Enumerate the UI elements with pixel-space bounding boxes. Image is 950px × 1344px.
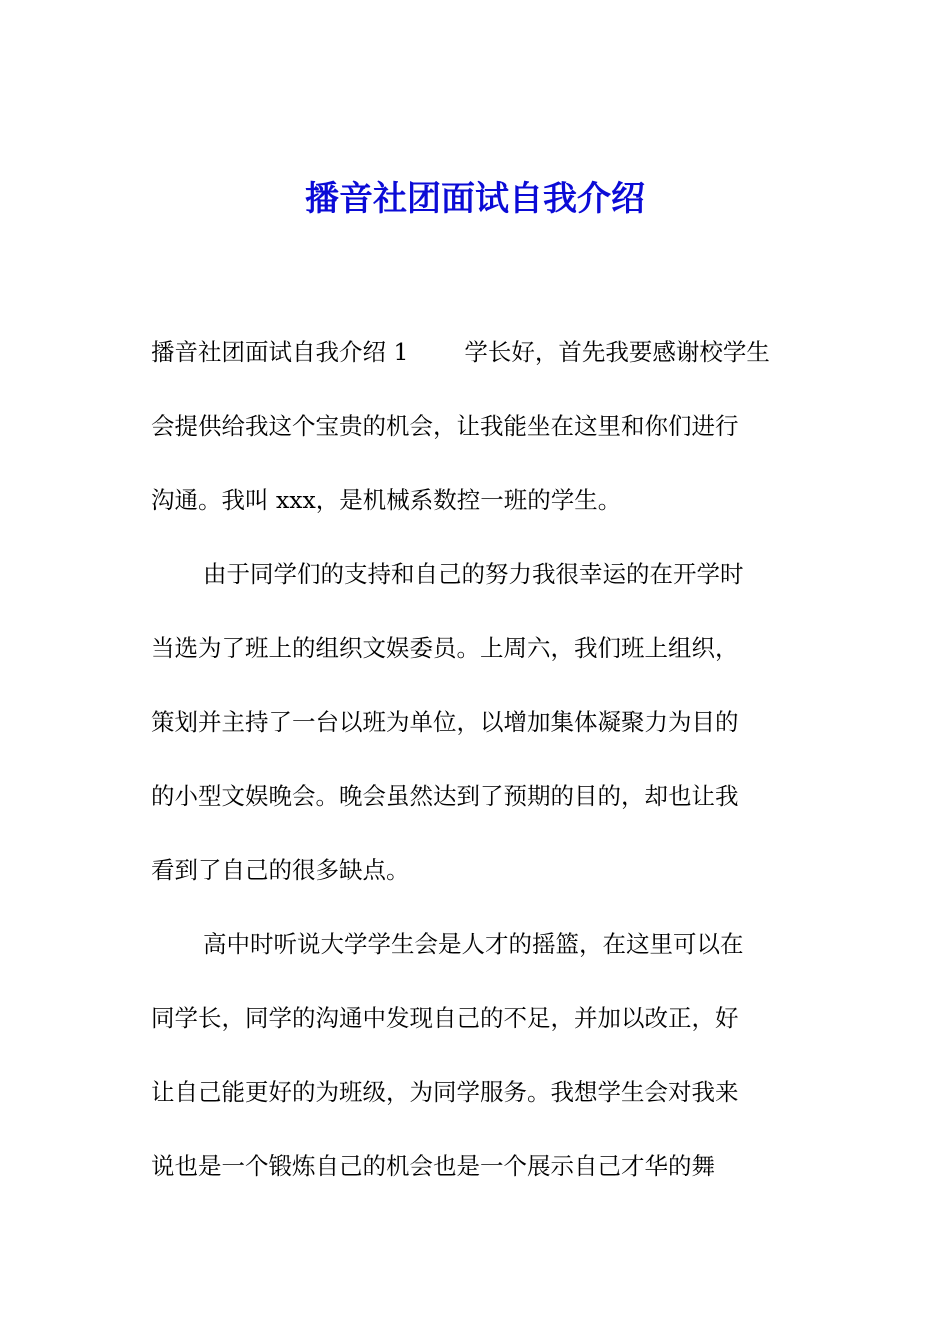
section-heading: 播音社团面试自我介绍 1	[151, 338, 409, 366]
paragraph-2	[151, 548, 811, 918]
paragraph-line: 策划并主持了一台以班为单位，以增加集体凝聚力为目的	[151, 708, 739, 736]
paragraph-line: 会提供给我这个宝贵的机会，让我能坐在这里和你们进行	[151, 412, 739, 440]
paragraph-line	[151, 326, 811, 400]
paragraph-line: 沟通。我叫 xxx，是机械系数控一班的学生。	[151, 486, 622, 514]
paragraph-line: 同学长，同学的沟通中发现自己的不足，并加以改正，好	[151, 1004, 739, 1032]
document-body	[151, 326, 811, 1214]
paragraph-1	[151, 326, 811, 548]
document-title: 播音社团面试自我介绍	[305, 179, 645, 219]
paragraph-line: 高中时听说大学学生会是人才的摇篮，在这里可以在	[203, 930, 744, 958]
paragraph-line: 当选为了班上的组织文娱委员。上周六，我们班上组织，	[151, 634, 739, 662]
paragraph-line: 的小型文娱晚会。晚会虽然达到了预期的目的，却也让我	[151, 782, 739, 810]
paragraph-line: 看到了自己的很多缺点。	[151, 856, 410, 884]
paragraph-line: 由于同学们的支持和自己的努力我很幸运的在开学时	[203, 560, 744, 588]
paragraph-3	[151, 918, 811, 1214]
paragraph-line-text: 学长好，首先我要感谢校学生	[464, 338, 770, 366]
paragraph-line: 说也是一个锻炼自己的机会也是一个展示自己才华的舞	[151, 1152, 715, 1180]
paragraph-line: 让自己能更好的为班级，为同学服务。我想学生会对我来	[151, 1078, 739, 1106]
